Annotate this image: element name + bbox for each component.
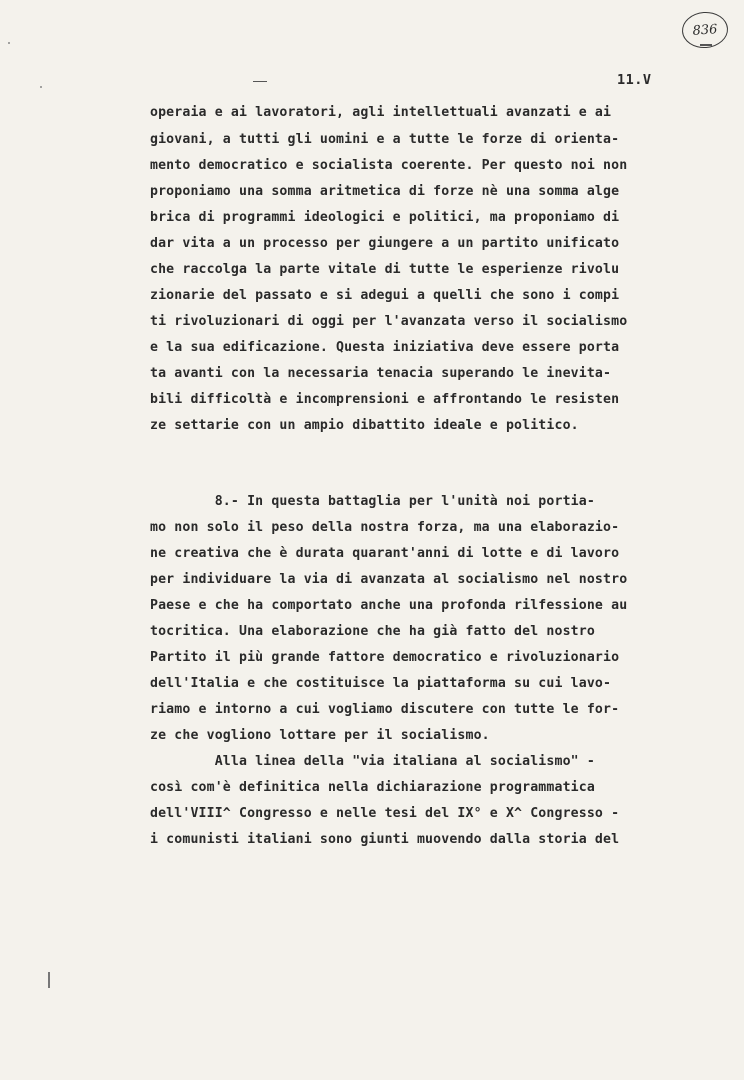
paper-speck: [40, 86, 42, 88]
text-line: dell'VIII^ Congresso e nelle tesi del IX° e X^ Congresso -: [150, 806, 620, 821]
paper-speck: [8, 42, 10, 44]
text-line: così com'è definitica nella dichiarazione programmatica: [150, 780, 595, 795]
text-line: mento democratico e socialista coerente. Per questo noi non: [150, 158, 628, 173]
text-line: ne creativa che è durata quarant'anni di lotte e di lavoro: [150, 546, 620, 561]
text-line: ta avanti con la necessaria tenacia superando le inevita-: [150, 366, 612, 381]
text-line: dell'Italia e che costituisce la piattaforma su cui lavo-: [150, 676, 612, 691]
margin-mark: [48, 972, 50, 988]
text-line: bili difficoltà e incomprensioni e affrontando le resisten: [150, 392, 620, 407]
stamp-underline: [700, 44, 712, 46]
text-line: ze che vogliono lottare per il socialismo.: [150, 728, 490, 743]
text-line: che raccolga la parte vitale di tutte le esperienze rivolu: [150, 262, 620, 277]
text-line: per individuare la via di avanzata al socialismo nel nostro: [150, 572, 628, 587]
text-line: zionarie del passato e si adegui a quelli che sono i compi: [150, 288, 620, 303]
text-line: 8.- In questa battaglia per l'unità noi portia-: [150, 494, 595, 509]
text-line: dar vita a un processo per giungere a un partito unificato: [150, 236, 620, 251]
text-line: mo non solo il peso della nostra forza, ma una elaborazio-: [150, 520, 620, 535]
text-line: proponiamo una somma aritmetica di forze nè una somma alge: [150, 184, 620, 199]
text-line: e la sua edificazione. Questa iniziativa deve essere porta: [150, 340, 620, 355]
text-line: ti rivoluzionari di oggi per l'avanzata verso il socialismo: [150, 314, 628, 329]
header-dash: [253, 81, 267, 82]
text-line: riamo e intorno a cui vogliamo discutere con tutte le for-: [150, 702, 620, 717]
page-number: 11.V: [617, 72, 652, 88]
text-line: operaia e ai lavoratori, agli intellettuali avanzati e ai: [150, 105, 612, 120]
archive-stamp: 836: [681, 10, 729, 49]
text-line: Paese e che ha comportato anche una profonda rilfessione au: [150, 598, 628, 613]
text-line: tocritica. Una elaborazione che ha già fatto del nostro: [150, 624, 595, 639]
text-line: i comunisti italiani sono giunti muovendo dalla storia del: [150, 832, 620, 847]
text-line: ze settarie con un ampio dibattito ideale e politico.: [150, 418, 579, 433]
text-line: Alla linea della "via italiana al socialismo" -: [150, 754, 595, 769]
text-line: brica di programmi ideologici e politici, ma proponiamo di: [150, 210, 620, 225]
text-line: giovani, a tutti gli uomini e a tutte le forze di orienta-: [150, 132, 620, 147]
text-line: Partito il più grande fattore democratico e rivoluzionario: [150, 650, 620, 665]
